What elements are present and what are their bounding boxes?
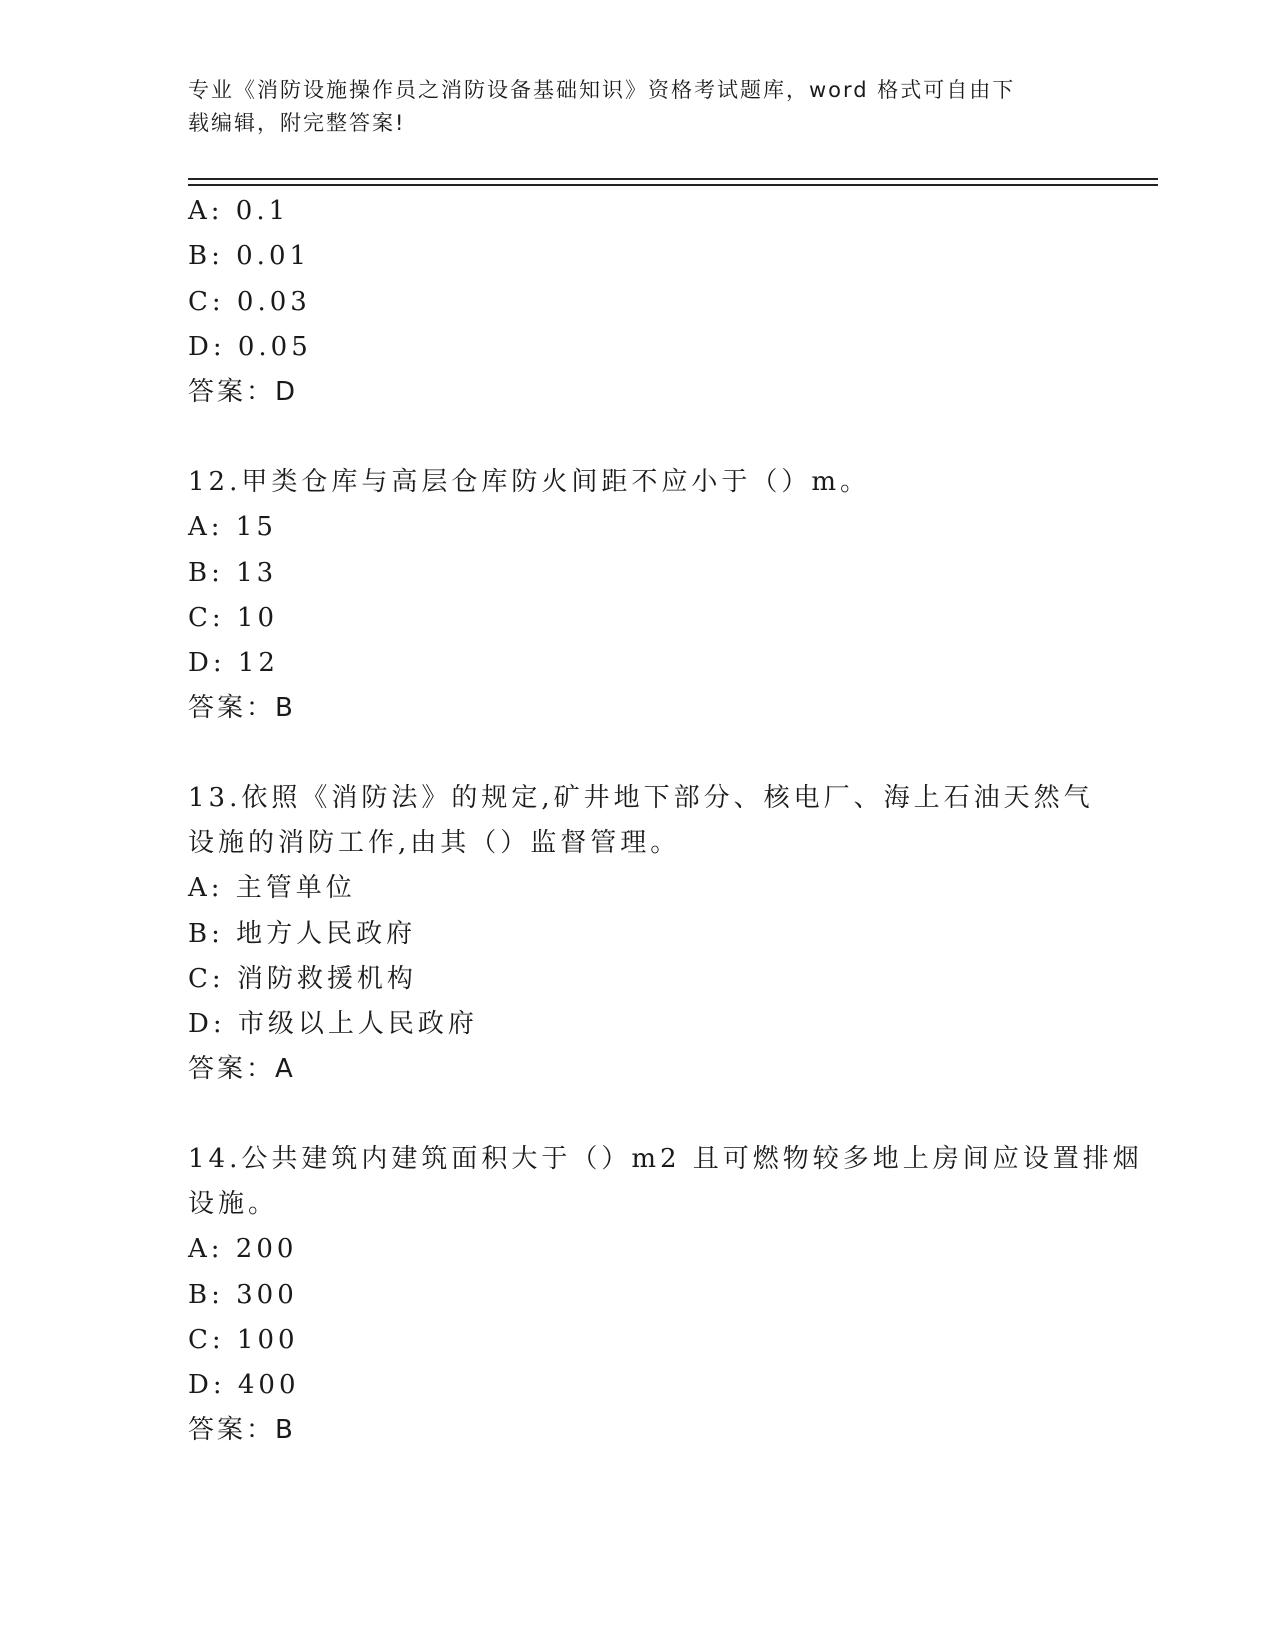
answer-label: 答案：D [188,377,299,407]
answer-label: 答案：B [188,1415,296,1445]
option-a: A: 15 [188,512,277,542]
answer-label: 答案：A [188,1054,296,1084]
header-divider-top [188,178,1158,180]
option-a: A: 0.1 [188,196,290,226]
option-b: B: 13 [188,558,278,588]
question-13-stem-line-1: 13.依照《消防法》的规定,矿井地下部分、核电厂、海上石油天然气 [188,783,1094,813]
question-13-stem-line-2: 设施的消防工作,由其（）监督管理。 [188,828,681,858]
header-line-1: 专业《消防设施操作员之消防设备基础知识》资格考试题库，word 格式可自由下 [188,78,1016,102]
option-b: B: 300 [188,1280,298,1310]
header-divider-bottom [188,184,1158,186]
question-14-stem-line-2: 设施。 [188,1189,279,1219]
option-a: A: 200 [188,1234,298,1264]
option-d: D: 400 [188,1370,300,1400]
question-14-stem-line-1: 14.公共建筑内建筑面积大于（）m2 且可燃物较多地上房间应设置排烟 [188,1144,1143,1174]
header-line-2: 载编辑，附完整答案! [188,111,406,135]
answer-label: 答案：B [188,693,296,723]
option-b: B: 地方人民政府 [188,919,417,949]
option-c: C: 0.03 [188,287,311,317]
option-d: D: 12 [188,648,279,678]
option-c: C: 100 [188,1325,299,1355]
option-d: D: 0.05 [188,332,312,362]
question-12-stem: 12.甲类仓库与高层仓库防火间距不应小于（）m。 [188,467,871,497]
option-b: B: 0.01 [188,241,311,271]
option-d: D: 市级以上人民政府 [188,1009,478,1039]
option-c: C: 消防救援机构 [188,964,417,994]
option-a: A: 主管单位 [188,873,356,903]
document-header [188,74,1068,140]
option-c: C: 10 [188,603,279,633]
